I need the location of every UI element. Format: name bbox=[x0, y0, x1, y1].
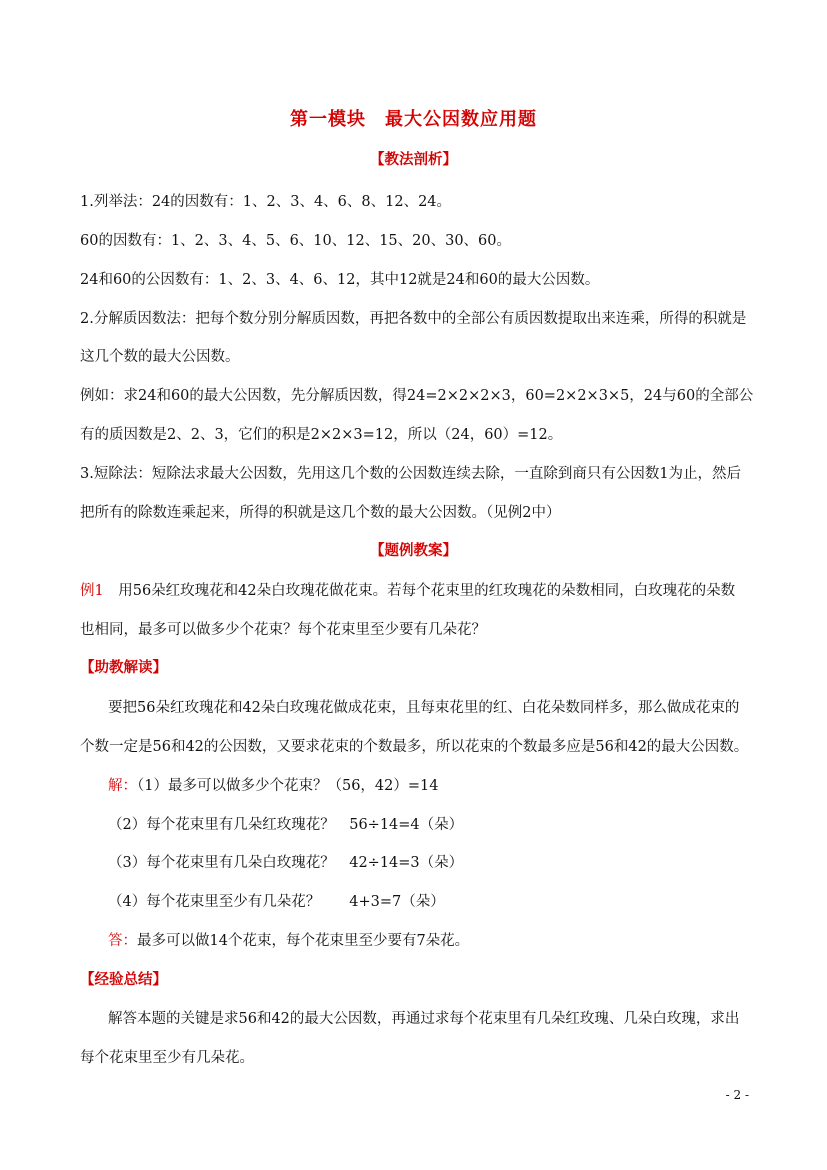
method-line-9: 把所有的除数连乘起来，所得的积就是这几个数的最大公因数。（见例2中） bbox=[80, 505, 561, 521]
solution-step-1 bbox=[108, 776, 750, 796]
method-line-3: 24和60的公因数有：1、2、3、4、6、12，其中12就是24和60的最大公因数。 bbox=[80, 272, 600, 288]
method-line-5: 这几个数的最大公因数。 bbox=[80, 349, 240, 365]
page-title: 第一模块 最大公因数应用题 bbox=[290, 109, 537, 130]
method-line-8: 3.短除法：短除法求最大公因数，先用这几个数的公因数连续去除，一直除到商只有公因数1为止，然后 bbox=[80, 466, 742, 482]
solution-label: 解： bbox=[108, 778, 137, 794]
solution-step-3: （3）每个花束里有几朵白玫瑰花？ 42÷14=3（朵） bbox=[108, 855, 464, 871]
method-line-2: 60的因数有：1、2、3、4、5、6、10、12、15、20、30、60。 bbox=[80, 233, 512, 249]
solution-answer bbox=[108, 931, 750, 951]
method-header: 【教法剖析】 bbox=[370, 151, 457, 168]
example1-line-1 bbox=[80, 581, 750, 601]
example1-line-2: 也相同，最多可以做多少个花束？每个花束里至少要有几朵花？ bbox=[80, 622, 486, 638]
summary-line-2: 每个花束里至少有几朵花。 bbox=[80, 1050, 254, 1066]
method-line-4: 2.分解质因数法：把每个数分别分解质因数，再把各数中的全部公有质因数提取出来连乘，所得的积就是 bbox=[80, 311, 747, 327]
answer-text: 最多可以做14个花束，每个花束里至少要有7朵花。 bbox=[137, 933, 470, 949]
helper-line-1: 要把56朵红玫瑰花和42朵白玫瑰花做成花束，且每束花里的红、白花朵数同样多，那么做成花束的 bbox=[108, 700, 740, 716]
summary-header: 【经验总结】 bbox=[80, 971, 167, 988]
solution-step-2: （2）每个花束里有几朵红玫瑰花？ 56÷14=4（朵） bbox=[108, 817, 464, 833]
solution-step-4: （4）每个花束里至少有几朵花？ 4+3=7（朵） bbox=[108, 894, 445, 910]
examples-header: 【题例教案】 bbox=[370, 542, 457, 559]
summary-line-1: 解答本题的关键是求56和42的最大公因数，再通过求每个花束里有几朵红玫瑰、几朵白玫瑰，求出 bbox=[108, 1011, 740, 1027]
method-line-6: 例如：求24和60的最大公因数，先分解质因数，得24=2×2×2×3，60=2×2×3×5，24与60的全部公 bbox=[80, 388, 754, 404]
method-line-7: 有的质因数是2、2、3，它们的积是2×2×3=12，所以（24，60）=12。 bbox=[80, 427, 563, 443]
method-line-1: 1.列举法：24的因数有：1、2、3、4、6、8、12、24。 bbox=[80, 194, 452, 210]
example1-text-1: 用56朵红玫瑰花和42朵白玫瑰花做花束。若每个花束里的红玫瑰花的朵数相同，白玫瑰花的朵数 bbox=[118, 583, 736, 599]
page-number: - 2 - bbox=[725, 1088, 749, 1102]
solution-step-1-text: （1）最多可以做多少个花束？（56，42）=14 bbox=[137, 778, 439, 794]
helper-line-2: 个数一定是56和42的公因数，又要求花束的个数最多，所以花束的个数最多应是56和42的最大公因数。 bbox=[80, 739, 749, 755]
example1-label: 例1 bbox=[80, 583, 104, 599]
helper-header: 【助教解读】 bbox=[80, 659, 167, 676]
answer-label: 答： bbox=[108, 933, 137, 949]
